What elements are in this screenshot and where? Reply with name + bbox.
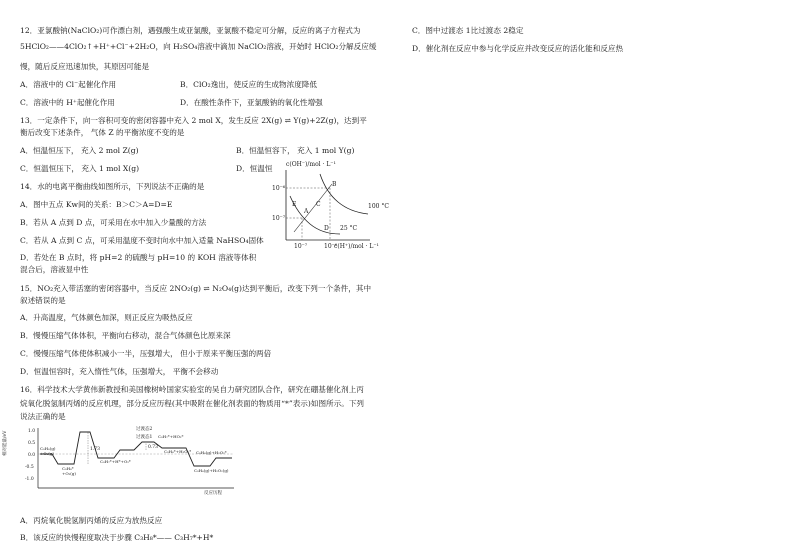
curve-25c <box>290 196 340 234</box>
q13-option-d: D．恒温恒 <box>236 164 273 173</box>
fig16-ylabel: 相对能量/eV <box>3 430 8 456</box>
q14-option-d-line1: D．若处在 B 点时，将 pH=2 的硫酸与 pH=10 的 KOH 溶液等体积 <box>20 253 257 262</box>
label-25c: 25 °C <box>340 225 358 232</box>
fig16-s2: C₃H₈* <box>62 466 74 471</box>
energy-profile-figure <box>3 424 240 496</box>
q15-option-a: A．升高温度，气体颜色加深，则正反应为吸热反应 <box>20 313 193 322</box>
q13-option-a: A．恒温恒压下， 充入 2 mol Z(g) <box>20 146 139 155</box>
fig16-tick-5: -1.0 <box>25 477 34 482</box>
q14-option-c: C．若从 A 点到 C 点，可采用温度不变时向水中加入适量 NaHSO₄固体 <box>20 236 264 245</box>
fig16-tick-3: 0.0 <box>28 453 36 458</box>
fig16-s4: C₃H₇*+HO₂* <box>158 434 184 439</box>
point-e: E <box>292 201 297 208</box>
q16-option-b: B．该反应的快慢程度取决于步骤 C₃H₈*—— C₃H₇*+H* <box>20 533 214 542</box>
fig16-s2b: +O₂(g) <box>62 471 76 476</box>
q12-option-c: C．溶液中的 H⁺起催化作用 <box>20 98 115 107</box>
fig16-s6: C₃H₆(g)+H₂O₂(g) <box>194 468 229 473</box>
fig16-ts1: 过渡态1 <box>136 435 153 440</box>
fig16-s7: C₃H₆(g)+H₂O₂* <box>196 450 227 455</box>
fig16-s3: C₃H₇*+H*+O₂* <box>100 459 131 464</box>
fig14-ytick-top: 10⁻⁶ <box>272 185 286 192</box>
q14-option-b: B．若从 A 点到 D 点，可采用在水中加入少量酸的方法 <box>20 218 207 227</box>
q12-option-d: D．在酸性条件下，亚氯酸钠的氧化性增强 <box>180 98 323 107</box>
q14-stem: 14．水的电离平衡曲线如图所示，下列说法不正确的是 <box>20 182 205 191</box>
fig14-xtick-left: 10⁻⁷ <box>294 243 308 250</box>
fig16-ea1: 1.73 <box>90 447 101 452</box>
fig16-xlabel: 反应历程 <box>204 491 222 496</box>
curve-100c <box>320 174 368 214</box>
point-b: B <box>332 181 337 188</box>
fig14-xlabel: c(H⁺)/mol · L⁻¹ <box>334 243 379 250</box>
q15-option-c: C．慢慢压缩气体使体积减小一半，压强增大， 但小于原来平衡压强的两倍 <box>20 349 272 358</box>
q12-option-a: A．溶液中的 Cl⁻起催化作用 <box>20 80 117 89</box>
point-d: D <box>324 225 329 232</box>
fig16-s1: C₃H₈(g) <box>40 446 56 451</box>
q12-option-b: B．ClO₂逸出，使反应的生成物浓度降低 <box>180 80 317 89</box>
fig16-ts2: 过渡态2 <box>136 427 153 432</box>
fig16-tick-2: 0.5 <box>28 441 36 446</box>
q16-option-c: C．图中过渡态 1比过渡态 2稳定 <box>412 26 524 35</box>
label-100c: 100 °C <box>368 203 389 210</box>
fig16-tick-4: -0.5 <box>25 465 34 470</box>
q15-stem-line1: 15．NO₂充入带活塞的密闭容器中，当反应 2NO₂(g) ⇌ N₂O₄(g)达到平衡后，改变下列一个条件，其中 <box>20 284 372 293</box>
q16-option-a: A．丙烷氧化脱氢制丙烯的反应为放热反应 <box>20 516 163 525</box>
q13-option-c: C．恒温恒压下， 充入 1 mol X(g) <box>20 164 140 173</box>
fig16-tick-1: 1.0 <box>28 429 36 434</box>
q14-option-a: A．图中五点 Kw间的关系：B＞C＞A=D=E <box>20 200 173 209</box>
q12-stem-line1: 12．亚氯酸钠(NaClO₂)可作漂白剂，遇强酸生成亚氯酸，亚氯酸不稳定可分解，反应的离子方程式为 <box>20 26 361 35</box>
q12-stem-line3: 慢，随后反应迅速加快，其原因可能是 <box>20 62 150 71</box>
q16-stem-line3: 说法正确的是 <box>20 412 66 421</box>
q16-option-d: D．催化剂在反应中参与化学反应并改变反应的活化能和反应热 <box>412 44 624 53</box>
q12-stem-line2: 5HClO₂——4ClO₂↑+H⁺+Cl⁻+2H₂O，向 H₂SO₄溶液中滴加 NaClO₂溶液，开始时 HClO₂分解反应缓 <box>20 42 377 51</box>
q15-option-b: B．慢慢压缩气体体积，平衡向右移动，混合气体颜色比原来深 <box>20 331 231 340</box>
fig14-ytick-bottom: 10⁻⁷ <box>272 215 286 222</box>
water-ionization-figure <box>270 158 400 250</box>
q13-option-b: B．恒温恒容下， 充入 1 mol Y(g) <box>236 146 355 155</box>
point-c: C <box>316 201 321 208</box>
q16-stem-line1: 16．科学技术大学黄伟新教授和美国橡树岭国家实验室的吴自力研究团队合作，研究在硼基催化剂上丙 <box>20 385 364 394</box>
fig14-xtick-right: 10⁻⁶ <box>324 243 338 250</box>
q15-stem-line2: 叙述错误的是 <box>20 296 66 305</box>
fig16-s1b: +O₂(g) <box>40 451 54 456</box>
q15-option-d: D．恒温恒容时，充入惰性气体，压强增大， 平衡不会移动 <box>20 367 219 376</box>
q13-stem-line1: 13．一定条件下，向一容积可变的密闭容器中充入 2 mol X，发生反应 2X(g) ⇌ Y(g)+2Z(g)，达到平 <box>20 116 367 125</box>
q13-stem-line2: 衡后改变下述条件， 气体 Z 的平衡浓度不变的是 <box>20 128 185 137</box>
fig16-ea2: 0.73 <box>148 445 159 450</box>
q14-option-d-line2: 混合后，溶液显中性 <box>20 265 89 274</box>
fig14-ylabel: c(OH⁻)/mol · L⁻¹ <box>286 161 336 168</box>
point-a: A <box>304 208 309 215</box>
q16-stem-line2: 烷氧化脱氢制丙烯的反应机理，部分反应历程(其中吸附在催化剂表面的物质用“*”表示)如图所示。下列 <box>20 399 365 408</box>
fig16-s5: C₃H₆*+H₂O₂* <box>164 449 192 454</box>
